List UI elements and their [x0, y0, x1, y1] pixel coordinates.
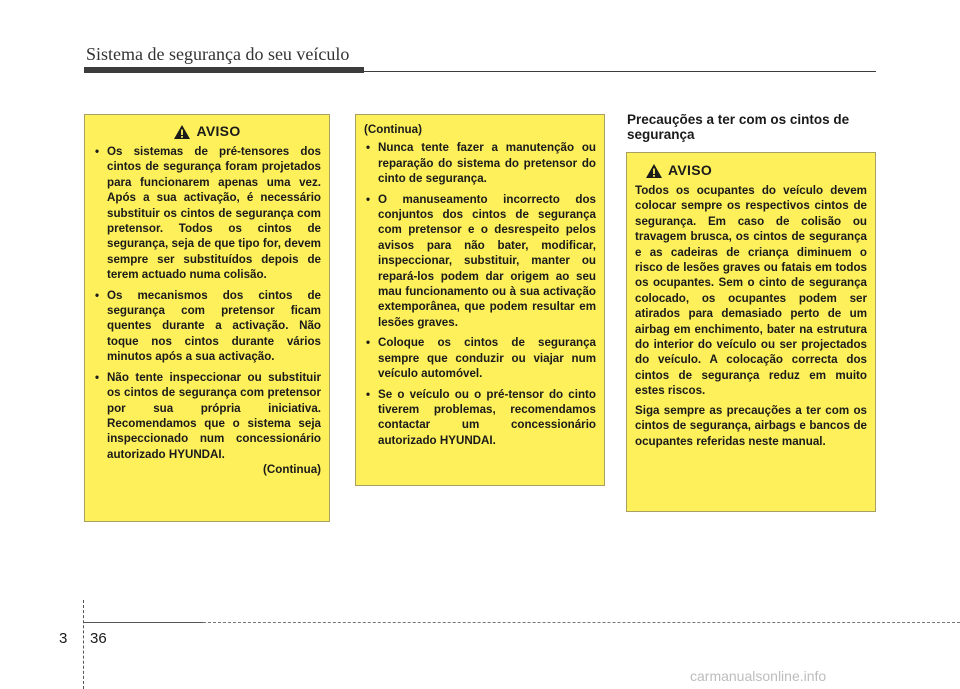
- continued-note: (Continua): [364, 123, 422, 136]
- list-item: • O manuseamento incorrecto dos conjuntos dos cintos de segurança com pretensor e o desrespeito pelos avisos para não bater, modificar, inspeccionar, substituir, manter ou repará-los podem dar origem ao seu mau funcionamento ou à sua activação extemporânea, que podem resultar em lesões graves.: [364, 192, 596, 331]
- header-bar: [84, 67, 364, 73]
- list-item: • Não tente inspeccionar ou substituir os cintos de segurança com pretensor por sua própria iniciativa. Recomendamos que o sistema seja inspeccionado num concessionário autorizado HYUNDAI.: [93, 370, 321, 462]
- warning-header: [93, 124, 321, 140]
- warning-paragraph: Siga sempre as precauções a ter com os cintos de segurança, airbags e bancos de ocupantes referidas neste manual.: [635, 403, 867, 448]
- footer-vertical-rule: [83, 600, 84, 689]
- warning-list: [364, 140, 596, 448]
- warning-box-2: [355, 114, 605, 486]
- list-item: • Os mecanismos dos cintos de segurança com pretensor ficam quentes durante a activação. Não toque nos cintos durante vários minutos após a sua activação.: [93, 288, 321, 365]
- list-item: • Os sistemas de pré-tensores dos cintos de segurança foram projetados para funcionarem apenas uma vez. Após a sua activação, é necessário substituir os cintos de segurança com pretensor. Todos os cintos de segurança, seja de que tipo for, devem sempre ser substituídos depois de terem actuado numa colisão.: [93, 144, 321, 283]
- warning-list: [93, 144, 321, 462]
- warning-label: AVISO: [668, 162, 713, 179]
- warning-paragraph: Todos os ocupantes do veículo devem colocar sempre os respectivos cintos de segurança. Em caso de colisão ou travagem brusca, os cintos de segurança e as cadeiras de criança diminuem o risco de lesões graves ou fatais em todos os ocupantes. Sem o cinto de segurança colocado, os ocupantes podem ser atirados para demasiado perto de um airbag em enchimento, bater na estrutura do interior do veículo ou ser projectados do veículo. A colocação correcta dos cintos de segurança reduz em muito estes riscos.: [635, 184, 867, 398]
- footer-rule-solid: [83, 622, 203, 623]
- continues-note: (Continua): [263, 463, 321, 477]
- header-rule: [364, 71, 876, 72]
- section-heading: Precauções a ter com os cintos de segurança: [627, 112, 850, 142]
- warning-header: [635, 163, 867, 179]
- warning-box-3: [626, 152, 876, 512]
- page-number: 36: [90, 630, 107, 647]
- page-header-title: Sistema de segurança do seu veículo: [86, 44, 350, 64]
- warning-box-1: [84, 114, 330, 522]
- chapter-number: 3: [59, 630, 68, 647]
- warning-triangle-icon: [173, 124, 191, 140]
- watermark: carmanualsonline.info: [690, 668, 827, 684]
- warning-label: AVISO: [196, 123, 241, 140]
- list-item: • Se o veículo ou o pré-tensor do cinto tiverem problemas, recomendamos contactar um concessionário autorizado HYUNDAI.: [364, 387, 596, 449]
- footer-rule-dashed: [203, 622, 960, 623]
- list-item: • Coloque os cintos de segurança sempre que conduzir ou viajar num veículo automóvel.: [364, 335, 596, 381]
- list-item: • Nunca tente fazer a manutenção ou reparação do sistema do pretensor do cinto de segurança.: [364, 140, 596, 186]
- warning-triangle-icon: [645, 163, 663, 179]
